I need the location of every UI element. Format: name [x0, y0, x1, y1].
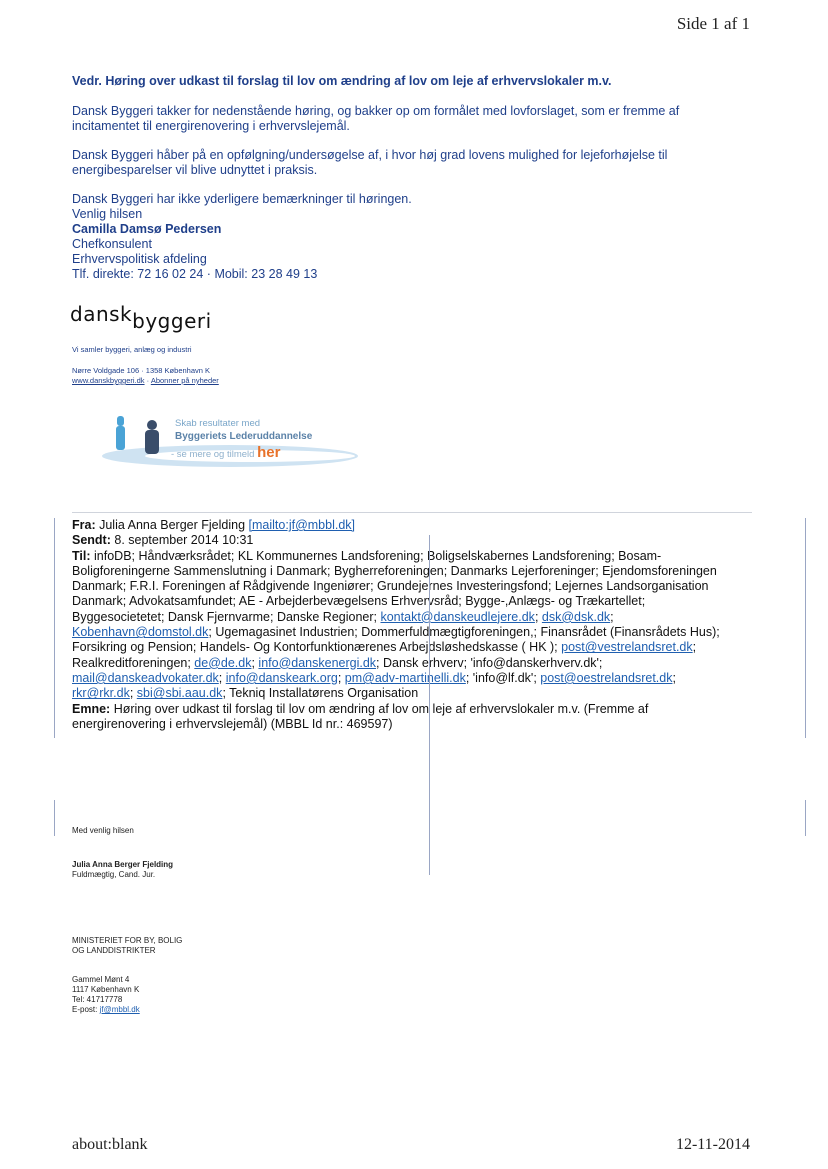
recipient-link[interactable]: Kobenhavn@domstol.dk — [72, 625, 209, 640]
brand-address: Nørre Voldgade 106 · 1358 København K — [72, 366, 211, 375]
sender-department: Erhvervspolitisk afdeling — [72, 252, 207, 266]
footer-url: about:blank — [72, 1136, 148, 1153]
scan-line — [54, 518, 55, 738]
footer-date: 12-11-2014 — [675, 1136, 750, 1153]
divider — [72, 512, 752, 513]
recipient-link[interactable]: pm@adv-martinelli.dk — [344, 670, 466, 685]
signature-greeting: Med venlig hilsen — [72, 826, 134, 835]
letter-subject: Vedr. Høring over udkast til forslag til lov om ændring af lov om leje af erhvervslokaler m.v. — [72, 74, 612, 88]
recipient-link[interactable]: mail@danskeadvokater.dk — [72, 670, 219, 685]
email-recipients: Til: infoDB; Håndværksrådet; KL Kommunernes Landsforening; Boligselskabernes Landsforening; Bosam- Boligforeningerne Sammenslutning i Danmark; Bygherreforeningen; Danmarks Lejerforeninger; Ejendomsforeningen Danmark; F.R.I. Foreningen af Rådgivende Ingeniører; Grundejernes Investeringsfond; Lejernes Landsorganisation Danmark; Advokatsamfundet; AE - Arbejderbevægelsens Erhvervsråd; Bygge-,Anlægs- og Trækartellet; Byggesocietetet; Dansk Fjernvarme; Danske Regioner; kontakt@danskeudlejere.dk; dsk@dsk.dk; Kobenhavn@domstol.dk; Ugemagasinet Industrien; Dommerfuldmægtigforeningen,; Finansrådet (Finansrådets Hus); Forsikring og Pension; Handels- Og Kontorfunktionærenes Arbejdsløshedskasse ( HK ); post@vestrelandsret.dk; Realkreditforeningen; de@de.dk; info@danskenergi.dk; Dansk erhverv; 'info@danskerhverv.dk'; mail@danskeadvokater.dk; info@danskeark.org; pm@adv-martinelli.dk; 'info@lf.dk'; post@oestrelandsret.dk; rkr@rkr.dk; sbi@sbi.aau.dk; Tekniq Installatørens Organisation — [72, 548, 720, 701]
recipient-link[interactable]: dsk@dsk.dk — [541, 609, 611, 624]
email-subject: Emne: Høring over udkast til forslag til lov om ændring af lov om leje af erhvervslokaler m.v. (Fremme af energirenovering i erhvervslejemål) (MBBL Id nr.: 469597) — [72, 701, 649, 731]
banner-line-3: - se mere og tilmeld her — [171, 444, 281, 461]
sender-name: Camilla Damsø Pedersen — [72, 222, 222, 236]
letter-paragraph-2: Dansk Byggeri håber på en opfølgning/undersøgelse af, i hvor høj grad lovens mulighed for lejeforhøjelse til energibesparelser vil blive udnyttet i praksis. — [72, 148, 668, 177]
ministry-name: MINISTERIET FOR BY, BOLIG OG LANDDISTRIKTER — [72, 936, 183, 955]
scan-line — [805, 800, 806, 836]
brand-address-block: Nørre Voldgade 106 · 1358 København K www.danskbyggeri.dk · Abonner på nyheder — [72, 366, 219, 385]
page-number: Side 1 af 1 — [676, 14, 750, 33]
email-from: Fra: Julia Anna Berger Fjelding [mailto:jf@mbbl.dk] — [72, 518, 356, 532]
ministry-address: Gammel Mønt 4 1117 København K Tel: 41717778 E-post: jf@mbbl.dk — [72, 975, 140, 1014]
email-sent: Sendt: 8. september 2014 10:31 — [72, 533, 254, 548]
scan-line — [429, 535, 430, 875]
recipient-link[interactable]: post@oestrelandsret.dk — [540, 670, 673, 685]
recipient-link[interactable]: post@vestrelandsret.dk — [561, 640, 693, 655]
website-link[interactable]: www.danskbyggeri.dk — [72, 376, 145, 385]
banner-here-link[interactable]: her — [257, 444, 281, 461]
signature-block — [72, 860, 173, 880]
signature-title: Fuldmægtig, Cand. Jur. — [72, 870, 156, 879]
letter-signature — [72, 192, 412, 282]
recipient-link[interactable]: rkr@rkr.dk — [72, 686, 130, 701]
recipient-link[interactable]: info@danskeark.org — [225, 670, 338, 685]
dansk-byggeri-logo: danskbyggeri — [70, 302, 212, 333]
sender-title: Chefkonsulent — [72, 237, 152, 251]
letter-paragraph-3: Dansk Byggeri har ikke yderligere bemærkninger til høringen. — [72, 192, 412, 206]
brand-tagline: Vi samler byggeri, anlæg og industri — [72, 345, 192, 354]
banner-line-2: Byggeriets Lederuddannelse — [175, 431, 313, 442]
recipient-link[interactable]: de@de.dk — [194, 655, 252, 670]
newsletter-link[interactable]: Abonner på nyheder — [150, 376, 219, 385]
banner-line-1: Skab resultater med — [175, 418, 261, 429]
email-header — [72, 518, 762, 732]
scan-line — [54, 800, 55, 836]
sender-phone: Tlf. direkte: 72 16 02 24 · Mobil: 23 28 49 13 — [72, 267, 318, 281]
recipient-link[interactable]: sbi@sbi.aau.dk — [136, 686, 223, 701]
recipient-link[interactable]: kontakt@danskeudlejere.dk — [380, 609, 535, 624]
from-mailto-link[interactable]: [mailto:jf@mbbl.dk] — [248, 518, 356, 532]
signature-name: Julia Anna Berger Fjelding — [72, 860, 174, 869]
recipient-link[interactable]: info@danskenergi.dk — [258, 655, 377, 670]
signature-email-link[interactable]: jf@mbbl.dk — [99, 1005, 140, 1014]
scan-line — [805, 518, 806, 738]
closing: Venlig hilsen — [72, 207, 143, 221]
leadership-banner[interactable] — [100, 410, 360, 472]
letter-paragraph-1: Dansk Byggeri takker for nedenstående høring, og bakker op om formålet med lovforslaget, som er fremme af incitamentet til energirenovering i erhvervslejemål. — [72, 104, 680, 133]
